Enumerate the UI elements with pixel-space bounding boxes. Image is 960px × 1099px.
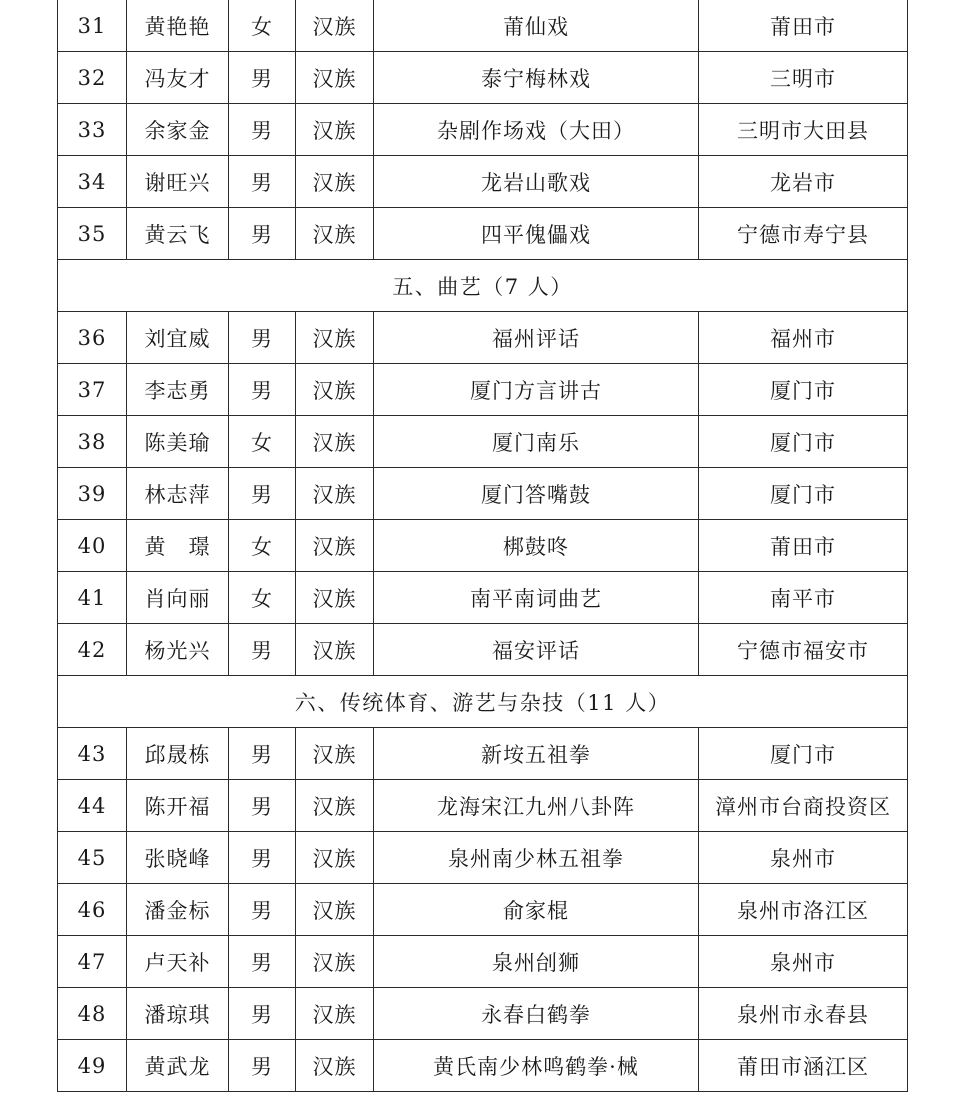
name-cell: 张晓峰	[127, 832, 229, 884]
name-cell: 杨光兴	[127, 624, 229, 676]
sex-cell: 男	[229, 624, 296, 676]
region-cell: 厦门市	[699, 364, 908, 416]
project-cell: 南平南词曲艺	[374, 572, 699, 624]
row-number-cell: 40	[58, 520, 127, 572]
table-body	[58, 0, 908, 1092]
name-cell: 邱晟栋	[127, 728, 229, 780]
row-number-cell: 31	[58, 0, 127, 52]
project-cell: 厦门方言讲古	[374, 364, 699, 416]
row-number-cell: 45	[58, 832, 127, 884]
table-row	[58, 728, 908, 780]
ethnicity-cell: 汉族	[296, 728, 374, 780]
ethnicity-cell: 汉族	[296, 832, 374, 884]
sex-cell: 男	[229, 468, 296, 520]
sex-cell: 男	[229, 832, 296, 884]
row-number-cell: 33	[58, 104, 127, 156]
name-cell: 卢天补	[127, 936, 229, 988]
section-heading-row	[58, 676, 908, 728]
sex-cell: 男	[229, 884, 296, 936]
table-row	[58, 364, 908, 416]
row-number-cell: 49	[58, 1040, 127, 1092]
region-cell: 莆田市涵江区	[699, 1040, 908, 1092]
ethnicity-cell: 汉族	[296, 208, 374, 260]
row-number-cell: 46	[58, 884, 127, 936]
row-number-cell: 47	[58, 936, 127, 988]
ethnicity-cell: 汉族	[296, 624, 374, 676]
row-number-cell: 44	[58, 780, 127, 832]
sex-cell: 女	[229, 416, 296, 468]
name-cell: 潘金标	[127, 884, 229, 936]
name-cell: 谢旺兴	[127, 156, 229, 208]
sex-cell: 男	[229, 988, 296, 1040]
ethnicity-cell: 汉族	[296, 468, 374, 520]
region-cell: 三明市大田县	[699, 104, 908, 156]
name-cell: 冯友才	[127, 52, 229, 104]
project-cell: 厦门南乐	[374, 416, 699, 468]
ethnicity-cell: 汉族	[296, 988, 374, 1040]
table-row	[58, 312, 908, 364]
project-cell: 黄氏南少林鸣鹤拳·械	[374, 1040, 699, 1092]
sex-cell: 男	[229, 52, 296, 104]
name-cell: 李志勇	[127, 364, 229, 416]
name-cell: 肖向丽	[127, 572, 229, 624]
sex-cell: 男	[229, 156, 296, 208]
ethnicity-cell: 汉族	[296, 520, 374, 572]
project-cell: 福州评话	[374, 312, 699, 364]
ethnicity-cell: 汉族	[296, 312, 374, 364]
ethnicity-cell: 汉族	[296, 416, 374, 468]
region-cell: 福州市	[699, 312, 908, 364]
table-row	[58, 208, 908, 260]
project-cell: 泉州刣狮	[374, 936, 699, 988]
name-cell: 潘琼琪	[127, 988, 229, 1040]
project-cell: 泰宁梅林戏	[374, 52, 699, 104]
region-cell: 龙岩市	[699, 156, 908, 208]
region-cell: 宁德市寿宁县	[699, 208, 908, 260]
ethnicity-cell: 汉族	[296, 1040, 374, 1092]
table-row	[58, 988, 908, 1040]
table-row	[58, 572, 908, 624]
ethnicity-cell: 汉族	[296, 156, 374, 208]
ethnicity-cell: 汉族	[296, 572, 374, 624]
table-row	[58, 0, 908, 52]
name-cell: 余家金	[127, 104, 229, 156]
table-row	[58, 936, 908, 988]
sex-cell: 男	[229, 208, 296, 260]
sex-cell: 男	[229, 104, 296, 156]
region-cell: 泉州市洛江区	[699, 884, 908, 936]
region-cell: 厦门市	[699, 728, 908, 780]
row-number-cell: 34	[58, 156, 127, 208]
row-number-cell: 32	[58, 52, 127, 104]
project-cell: 永春白鹤拳	[374, 988, 699, 1040]
region-cell: 泉州市	[699, 936, 908, 988]
table-row	[58, 1040, 908, 1092]
table-row	[58, 156, 908, 208]
section-heading-row	[58, 260, 908, 312]
project-cell: 龙海宋江九州八卦阵	[374, 780, 699, 832]
ethnicity-cell: 汉族	[296, 52, 374, 104]
ethnicity-cell: 汉族	[296, 104, 374, 156]
sex-cell: 男	[229, 1040, 296, 1092]
project-cell: 梆鼓咚	[374, 520, 699, 572]
region-cell: 宁德市福安市	[699, 624, 908, 676]
table-row	[58, 780, 908, 832]
row-number-cell: 35	[58, 208, 127, 260]
sex-cell: 女	[229, 0, 296, 52]
project-cell: 福安评话	[374, 624, 699, 676]
sex-cell: 男	[229, 728, 296, 780]
sex-cell: 男	[229, 312, 296, 364]
inheritor-list-table	[57, 0, 908, 1092]
project-cell: 厦门答嘴鼓	[374, 468, 699, 520]
region-cell: 漳州市台商投资区	[699, 780, 908, 832]
project-cell: 杂剧作场戏（大田）	[374, 104, 699, 156]
name-cell: 陈美瑜	[127, 416, 229, 468]
region-cell: 泉州市	[699, 832, 908, 884]
table-row	[58, 832, 908, 884]
sex-cell: 女	[229, 520, 296, 572]
ethnicity-cell: 汉族	[296, 936, 374, 988]
table-row	[58, 624, 908, 676]
region-cell: 莆田市	[699, 520, 908, 572]
sex-cell: 男	[229, 364, 296, 416]
row-number-cell: 36	[58, 312, 127, 364]
table-row	[58, 52, 908, 104]
section-heading: 五、曲艺（7 人）	[58, 260, 908, 312]
region-cell: 三明市	[699, 52, 908, 104]
row-number-cell: 43	[58, 728, 127, 780]
sex-cell: 男	[229, 780, 296, 832]
region-cell: 厦门市	[699, 416, 908, 468]
row-number-cell: 38	[58, 416, 127, 468]
sex-cell: 男	[229, 936, 296, 988]
region-cell: 泉州市永春县	[699, 988, 908, 1040]
name-cell: 黄艳艳	[127, 0, 229, 52]
project-cell: 俞家棍	[374, 884, 699, 936]
region-cell: 莆田市	[699, 0, 908, 52]
region-cell: 厦门市	[699, 468, 908, 520]
table-row	[58, 884, 908, 936]
name-cell: 黄 璟	[127, 520, 229, 572]
project-cell: 龙岩山歌戏	[374, 156, 699, 208]
name-cell: 陈开福	[127, 780, 229, 832]
table-row	[58, 468, 908, 520]
sex-cell: 女	[229, 572, 296, 624]
name-cell: 林志萍	[127, 468, 229, 520]
ethnicity-cell: 汉族	[296, 0, 374, 52]
region-cell: 南平市	[699, 572, 908, 624]
project-cell: 四平傀儡戏	[374, 208, 699, 260]
name-cell: 黄云飞	[127, 208, 229, 260]
project-cell: 新垵五祖拳	[374, 728, 699, 780]
section-heading: 六、传统体育、游艺与杂技（11 人）	[58, 676, 908, 728]
row-number-cell: 41	[58, 572, 127, 624]
name-cell: 刘宜威	[127, 312, 229, 364]
table-row	[58, 416, 908, 468]
project-cell: 泉州南少林五祖拳	[374, 832, 699, 884]
row-number-cell: 37	[58, 364, 127, 416]
ethnicity-cell: 汉族	[296, 884, 374, 936]
row-number-cell: 48	[58, 988, 127, 1040]
table-row	[58, 104, 908, 156]
project-cell: 莆仙戏	[374, 0, 699, 52]
name-cell: 黄武龙	[127, 1040, 229, 1092]
table-row	[58, 520, 908, 572]
ethnicity-cell: 汉族	[296, 364, 374, 416]
row-number-cell: 42	[58, 624, 127, 676]
row-number-cell: 39	[58, 468, 127, 520]
ethnicity-cell: 汉族	[296, 780, 374, 832]
